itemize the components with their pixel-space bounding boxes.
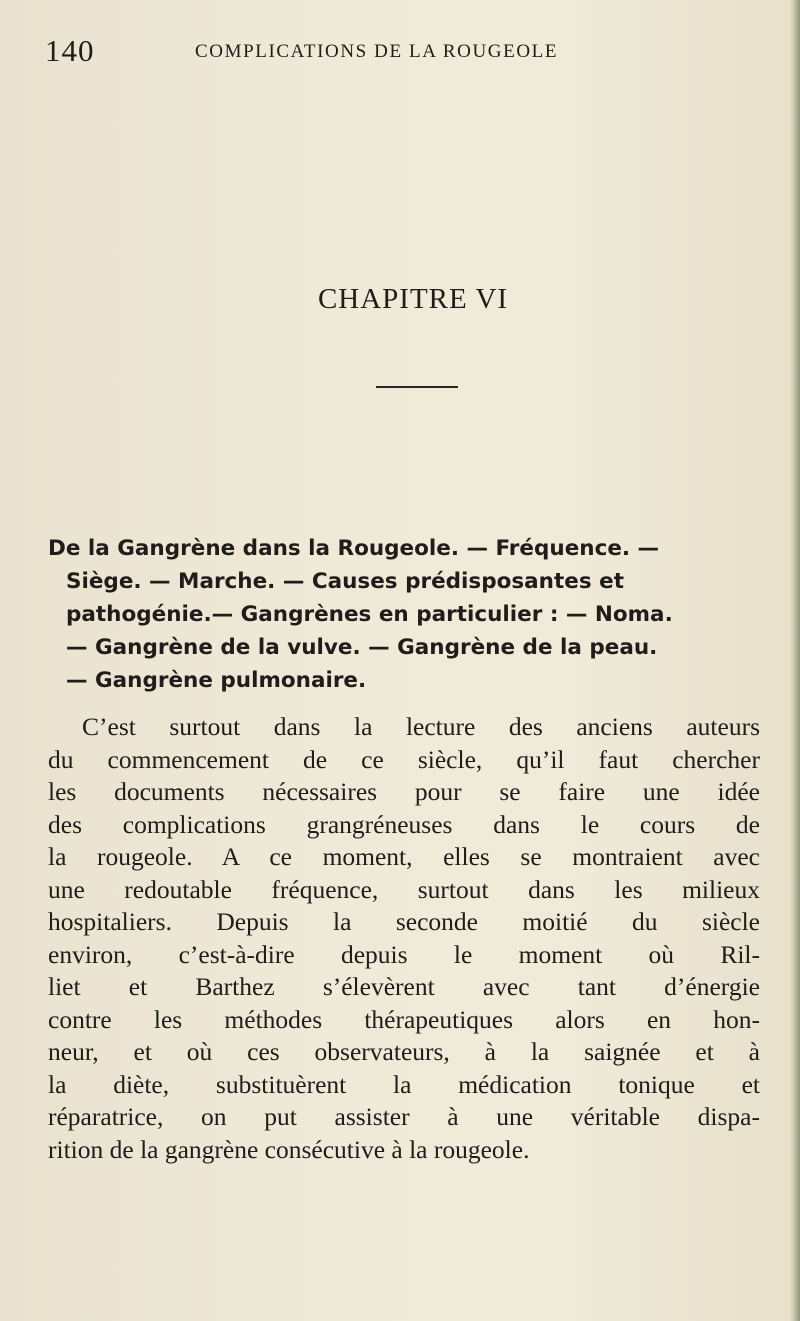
- running-head: [45, 34, 745, 74]
- body-line: une redoutable fréquence, surtout dans les milieux: [48, 874, 760, 904]
- body-line: hospitaliers. Depuis la seconde moitié du siècle: [48, 907, 760, 936]
- page-number: 140: [45, 33, 95, 68]
- body-paragraph: [48, 711, 760, 1166]
- running-title: COMPLICATIONS DE LA ROUGEOLE: [195, 41, 559, 62]
- chapter-summary: [48, 532, 760, 697]
- chapter-divider: [376, 386, 458, 388]
- body-line: la rougeole. A ce moment, elles se montraient avec: [48, 842, 760, 871]
- body-line: C’est surtout dans la lecture des anciens auteurs: [82, 712, 760, 741]
- body-line: environ, c’est-à-dire depuis le moment où Ril-: [48, 939, 760, 969]
- body-line: liet et Barthez s’élevèrent avec tant d’énergie: [48, 972, 760, 1001]
- body-line: neur, et où ces observateurs, à la saignée et à: [48, 1037, 760, 1066]
- chapter-title: CHAPITRE VI: [317, 283, 509, 315]
- summary-line: De la Gangrène dans la Rougeole. — Fréquence. —: [48, 536, 660, 561]
- body-line: rition de la gangrène consécutive à la rougeole.: [48, 1134, 530, 1164]
- body-line: les documents nécessaires pour se faire une idée: [48, 777, 760, 806]
- summary-line: Siège. — Marche. — Causes prédisposantes et: [66, 569, 624, 594]
- body-line: réparatrice, on put assister à une véritable dispa-: [48, 1102, 760, 1131]
- body-line: du commencement de ce siècle, qu’il faut chercher: [48, 744, 760, 774]
- summary-line: pathogénie.— Gangrènes en particulier : — Noma.: [66, 602, 673, 627]
- summary-line: — Gangrène de la vulve. — Gangrène de la peau.: [66, 635, 658, 660]
- body-line: la diète, substituèrent la médication tonique et: [48, 1069, 760, 1099]
- body-line: des complications grangréneuses dans le cours de: [48, 809, 760, 839]
- summary-line: — Gangrène pulmonaire.: [66, 668, 367, 693]
- body-line: contre les méthodes thérapeutiques alors en hon-: [48, 1004, 760, 1034]
- page-edge-shadow: [790, 0, 800, 1321]
